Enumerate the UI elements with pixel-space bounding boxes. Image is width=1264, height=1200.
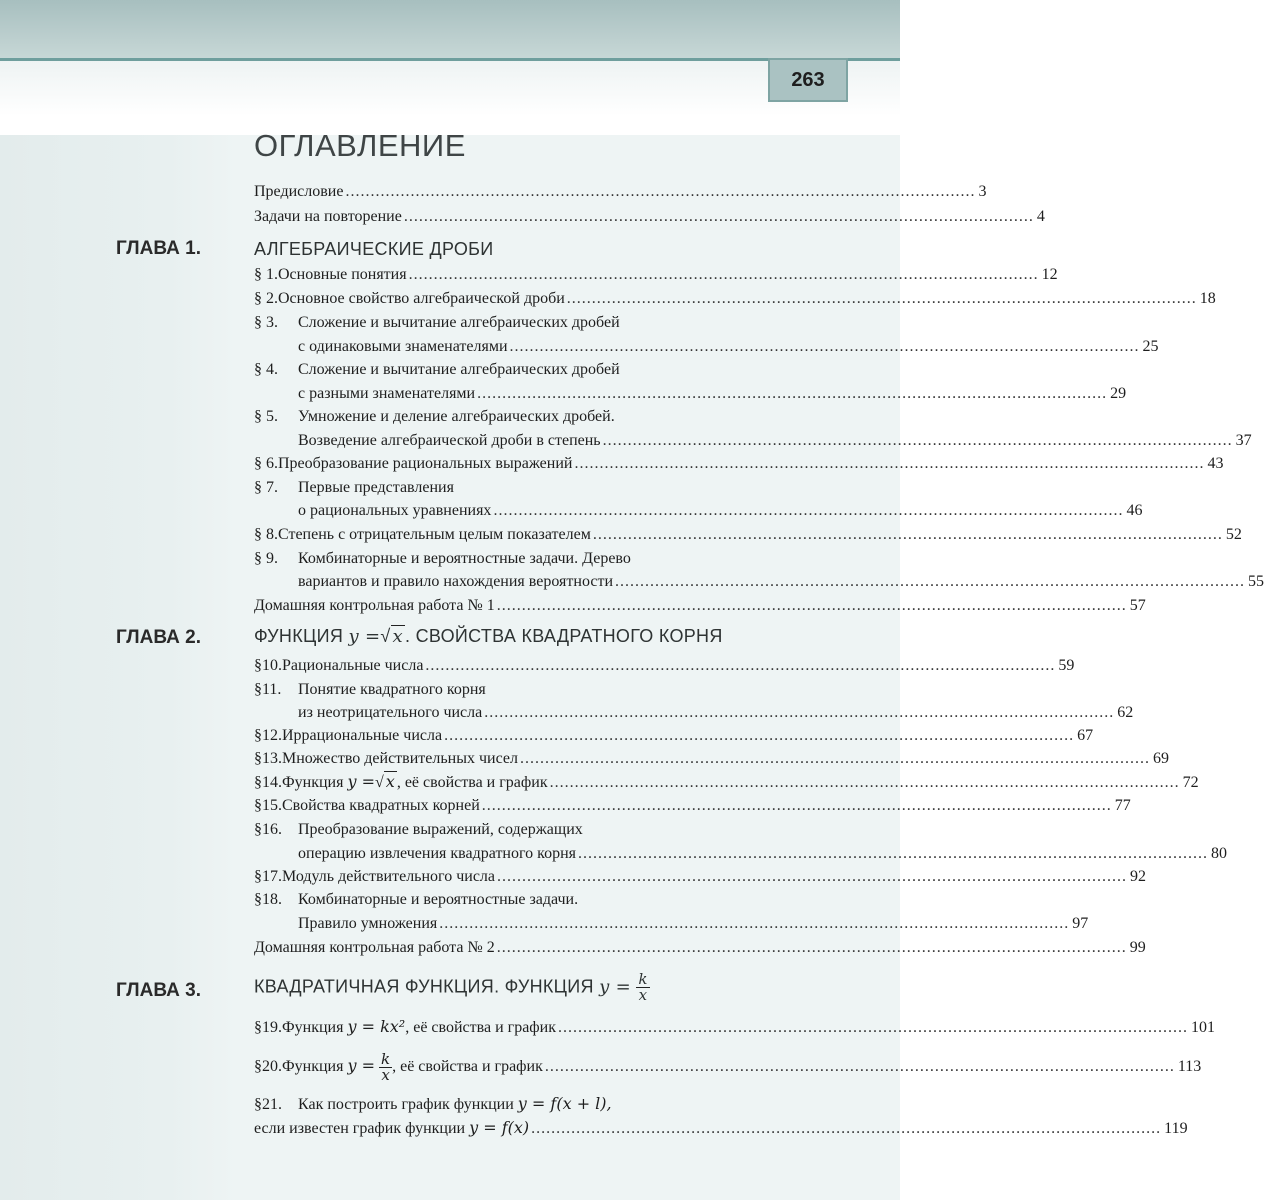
header-band (0, 0, 900, 58)
entry-title (282, 1051, 543, 1083)
section-number: §17. (254, 868, 282, 885)
sqrt-expression (375, 771, 397, 794)
entry-title: Множество действительных чисел (282, 750, 518, 767)
entry-page: 80 (1211, 845, 1228, 862)
leader-dots: .............................................................................................................................. (602, 432, 1233, 449)
leader-dots: .............................................................................................................................. (509, 338, 1140, 355)
entry-title: Понятие квадратного корня (298, 681, 486, 698)
leader-dots: .............................................................................................................................. (544, 1058, 1175, 1075)
section-number: § 9. (254, 550, 278, 567)
page-number: 263 (768, 58, 848, 102)
toc-entry-review[interactable] (254, 206, 1045, 228)
toc-entry-section-17[interactable] (254, 866, 1146, 888)
fraction (379, 1049, 392, 1084)
toc-entry-section-18-line-2[interactable] (254, 913, 1089, 935)
entry-title: Иррациональные числа (282, 727, 443, 744)
section-number: § 2. (254, 290, 278, 307)
toc-entry-section-10[interactable] (254, 655, 1075, 677)
sqrt-expression (380, 626, 405, 647)
leader-dots: .............................................................................................................................. (439, 915, 1070, 932)
entry-page: 43 (1207, 455, 1224, 472)
toc-entry-section-11-line-1[interactable] (254, 679, 810, 701)
entry-page: 29 (1110, 385, 1127, 402)
toc-entry-section-5-line-1[interactable] (254, 406, 810, 428)
entry-page: 59 (1058, 657, 1075, 674)
entry-title-continued: с разными знаменателями (298, 385, 476, 402)
chapter-1-label: ГЛАВА 1. (116, 238, 201, 259)
leader-dots: .............................................................................................................................. (496, 939, 1127, 956)
entry-title-continued: Возведение алгебраической дроби в степень (298, 432, 601, 449)
fraction-denominator: x (381, 1065, 390, 1084)
entry-title: Комбинаторные и вероятностные задачи. (298, 891, 579, 908)
entry-page: 57 (1129, 597, 1146, 614)
toc-entry-section-5-line-2[interactable] (254, 430, 1252, 452)
entry-title: Свойства квадратных корней (282, 797, 480, 814)
leader-dots: .............................................................................................................................. (558, 1019, 1188, 1036)
fraction-denominator: x (638, 986, 648, 1004)
toc-entry-section-21-line-2[interactable] (254, 1117, 1188, 1139)
entry-page: 46 (1126, 502, 1143, 519)
toc-entry-section-8[interactable] (254, 524, 1242, 546)
entry-page: 3 (978, 183, 987, 200)
entry-title: Рациональные числа (282, 657, 424, 674)
entry-title-text: Функция (282, 774, 344, 791)
entry-page: 72 (1182, 774, 1199, 791)
leader-dots: .............................................................................................................................. (444, 727, 1075, 744)
toc-entry-section-7-line-1[interactable] (254, 477, 810, 499)
header-shadow (0, 61, 900, 116)
leader-dots: .............................................................................................................................. (497, 868, 1127, 885)
chapter-1-title[interactable]: АЛГЕБРАИЧЕСКИЕ ДРОБИ (254, 239, 494, 259)
section-number: §20. (254, 1058, 282, 1075)
fraction (636, 972, 649, 1003)
sqrt-radicand: x (392, 626, 403, 647)
toc-entry-homework-2[interactable] (254, 937, 1146, 959)
entry-title-continued: вариантов и правило нахождения вероятности (298, 573, 613, 590)
leader-dots: .............................................................................................................................. (578, 845, 1209, 862)
toc-entry-section-13[interactable] (254, 748, 1169, 770)
entry-title: Умножение и деление алгебраических дробей. (298, 408, 615, 425)
entry-title-continued: из неотрицательного числа (298, 704, 483, 721)
math-lhs: y = (599, 976, 632, 998)
entry-title: Степень с отрицательным целым показателем (278, 526, 591, 543)
math-expression: y = kx² (347, 1017, 406, 1036)
section-number: §19. (254, 1019, 282, 1036)
section-number: §10. (254, 657, 282, 674)
entry-title: Задачи на повторение (254, 208, 402, 225)
entry-title-continued: операцию извлечения квадратного корня (298, 845, 577, 862)
toc-entry-section-3-line-2[interactable] (254, 336, 1159, 358)
section-number: § 7. (254, 479, 278, 496)
leader-dots: .............................................................................................................................. (615, 573, 1245, 590)
section-number: § 3. (254, 314, 278, 331)
sqrt-radicand: x (385, 772, 395, 791)
entry-title-continued: с одинаковыми знаменателями (298, 338, 508, 355)
toc-entry-section-9-line-2[interactable] (254, 571, 1264, 593)
toc-entry-section-15[interactable] (254, 795, 1131, 817)
section-number: §18. (254, 891, 282, 908)
toc-entry-section-14[interactable] (254, 771, 1199, 793)
toc-entry-section-16-line-1[interactable] (254, 819, 810, 841)
toc-title: ОГЛАВЛЕНИЕ (254, 128, 466, 163)
sqrt-sign: √ (380, 626, 391, 646)
entry-page: 113 (1177, 1058, 1202, 1075)
leader-dots: .............................................................................................................................. (496, 597, 1127, 614)
entry-title: Основные понятия (278, 266, 407, 283)
chapter-3-label: ГЛАВА 3. (116, 980, 201, 1001)
section-number: § 5. (254, 408, 278, 425)
section-number: §15. (254, 797, 282, 814)
entry-title: Предисловие (254, 183, 344, 200)
math-lhs: y = (347, 1056, 375, 1075)
toc-entry-section-11-line-2[interactable] (254, 702, 1134, 724)
leader-dots: .............................................................................................................................. (408, 266, 1039, 283)
toc-entry-section-9-line-1[interactable] (254, 548, 810, 570)
toc-entry-section-1[interactable] (254, 264, 1058, 286)
entry-title-text: если известен график функции (254, 1120, 466, 1137)
leader-dots: .............................................................................................................................. (481, 797, 1112, 814)
leader-dots: .............................................................................................................................. (425, 657, 1056, 674)
toc-entry-section-20[interactable] (254, 1049, 1202, 1084)
entry-title: Сложение и вычитание алгебраических дробей (298, 314, 620, 331)
toc-entry-section-2[interactable] (254, 288, 1216, 310)
entry-page: 69 (1152, 750, 1169, 767)
leader-dots: .............................................................................................................................. (477, 385, 1108, 402)
toc-entry-section-16-line-2[interactable] (254, 843, 1228, 865)
toc-entry-homework-1[interactable] (254, 595, 1146, 617)
entry-title: Преобразование выражений, содержащих (298, 821, 583, 838)
entry-title (298, 1093, 612, 1116)
entry-page: 67 (1077, 727, 1094, 744)
leader-dots: .............................................................................................................................. (403, 208, 1034, 225)
entry-title: Первые представления (298, 479, 454, 496)
section-number: §16. (254, 821, 282, 838)
section-number: §14. (254, 774, 282, 791)
chapter-label-column (0, 135, 238, 1200)
toc-entry-section-4-line-2[interactable] (254, 383, 1127, 405)
section-number: §13. (254, 750, 282, 767)
toc-entry-section-3-line-1[interactable] (254, 312, 810, 334)
entry-page: 4 (1036, 208, 1045, 225)
leader-dots: .............................................................................................................................. (493, 502, 1124, 519)
entry-page: 97 (1072, 915, 1089, 932)
chapter-2-label: ГЛАВА 2. (116, 627, 201, 648)
math-lhs: y = (348, 626, 381, 647)
toc-entry-section-6[interactable] (254, 453, 1224, 475)
entry-title-continued: Правило умножения (298, 915, 438, 932)
leader-dots: .............................................................................................................................. (592, 526, 1223, 543)
section-number: §12. (254, 727, 282, 744)
entry-title: Сложение и вычитание алгебраических дробей (298, 361, 620, 378)
toc-entry-section-18-line-1[interactable] (254, 889, 810, 911)
math-lhs: y = (347, 772, 375, 791)
math-expression: y = f(x + l), (517, 1094, 612, 1113)
entry-title (282, 1016, 556, 1039)
toc-entry-preface[interactable] (254, 181, 987, 203)
leader-dots: .............................................................................................................................. (345, 183, 976, 200)
entry-page: 25 (1142, 338, 1159, 355)
section-number: §21. (254, 1096, 282, 1113)
entry-title (282, 771, 548, 794)
fraction-numerator: k (381, 1049, 391, 1068)
entry-page: 92 (1130, 868, 1146, 885)
toc-entry-section-7-line-2[interactable] (254, 500, 1143, 522)
section-number: §11. (254, 681, 282, 698)
chapter-title-text: . СВОЙСТВА КВАДРАТНОГО КОРНЯ (404, 626, 723, 646)
chapter-title-text: ФУНКЦИЯ (254, 626, 344, 646)
entry-page: 101 (1191, 1019, 1215, 1036)
entry-page: 12 (1041, 266, 1058, 283)
math-expression: y = f(x) (469, 1118, 530, 1137)
leader-dots: .............................................................................................................................. (566, 290, 1197, 307)
entry-title-text: , её свойства и график (396, 774, 548, 791)
section-number: § 4. (254, 361, 278, 378)
toc-entry-section-4-line-1[interactable] (254, 359, 810, 381)
entry-title-text: , её свойства и график (392, 1058, 543, 1075)
leader-dots: .............................................................................................................................. (549, 774, 1180, 791)
entry-title-text: Как построить график функции (298, 1096, 514, 1113)
entry-title: Преобразование рациональных выражений (278, 455, 573, 472)
entry-page: 55 (1248, 573, 1264, 590)
entry-page: 99 (1129, 939, 1146, 956)
section-number: § 8. (254, 526, 278, 543)
entry-page: 62 (1117, 704, 1134, 721)
chapter-title-text: КВАДРАТИЧНАЯ ФУНКЦИЯ. ФУНКЦИЯ (254, 976, 594, 997)
leader-dots: .............................................................................................................................. (519, 750, 1150, 767)
toc-entry-section-19[interactable] (254, 1016, 1215, 1038)
section-number: § 1. (254, 266, 278, 283)
entry-page: 37 (1235, 432, 1252, 449)
entry-title-continued: о рациональных уравнениях (298, 502, 492, 519)
toc-entry-section-12[interactable] (254, 725, 1094, 747)
entry-title: Модуль действительного числа (282, 868, 495, 885)
toc-entry-section-21-line-1[interactable] (254, 1093, 810, 1115)
section-number: § 6. (254, 455, 278, 472)
leader-dots: .............................................................................................................................. (484, 704, 1115, 721)
leader-dots: .............................................................................................................................. (574, 455, 1205, 472)
chapter-2-title[interactable] (254, 626, 723, 647)
entry-page: 18 (1199, 290, 1216, 307)
entry-page: 77 (1114, 797, 1131, 814)
entry-title: Комбинаторные и вероятностные задачи. Дерево (298, 550, 631, 567)
entry-page: 119 (1164, 1120, 1188, 1137)
entry-title-continued (254, 1117, 529, 1140)
entry-title: Домашняя контрольная работа № 2 (254, 939, 495, 956)
sqrt-sign: √ (375, 774, 384, 791)
entry-title: Основное свойство алгебраической дроби (278, 290, 565, 307)
entry-page: 52 (1225, 526, 1242, 543)
fraction-numerator: k (638, 970, 648, 988)
leader-dots: .............................................................................................................................. (531, 1120, 1162, 1137)
entry-title-text: Функция (282, 1058, 344, 1075)
entry-title-text: , её свойства и график (405, 1019, 556, 1036)
chapter-3-title[interactable] (254, 972, 650, 1003)
entry-title-text: Функция (282, 1019, 344, 1036)
entry-title: Домашняя контрольная работа № 1 (254, 597, 495, 614)
